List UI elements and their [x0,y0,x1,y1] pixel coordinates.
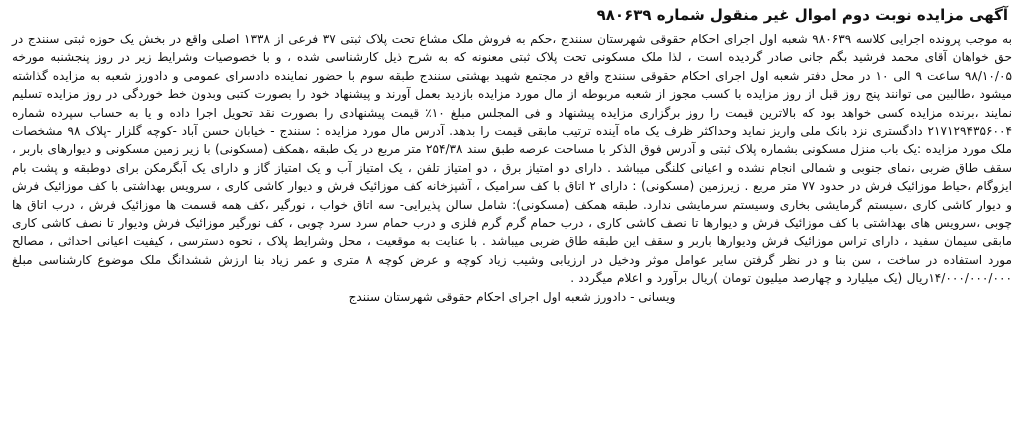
auction-notice [10,6,1014,306]
notice-signature: ویسانی - دادورز شعبه اول اجرای احکام حقوقی شهرستان سنندج [348,289,676,304]
notice-title: آگهی مزایده نوبت دوم اموال غیر منقول شماره ۹۸۰۶۳۹ [596,6,1008,24]
notice-body: به موجب پرونده اجرایی کلاسه ۹۸۰۶۳۹ شعبه اول اجرای احکام حقوقی شهرستان سنندج ،حکم به فروش ملک مشاع تحت پلاک ثبتی ۳۷ فرعی از ۱۳۳۸ اصلی واقع در بخش یک حوزه ثبتی سنندج در حق خواهان آقای محمد فرشید بگم جانی صادر گردیده است ، لذا ملک مسکونی تحت پلاک ثبتی معنونه که به شرح ذیل کارشناسی شده ، و با خصوصیات وشرایط زیر در روز پنجشنبه مورخه ۹۸/۱۰/۰۵ ساعت ۹ الی ۱۰ در محل دفتر شعبه اول اجرای احکام حقوقی سنندج واقع در مجتمع شهید بهشتی سنندج طبقه سوم با حضور نماینده دادسرای عمومی و دادورز شعبه به مزایده گذاشته میشود ،طالبین می توانند پنج روز قبل از روز مزایده با کسب مجوز از شعبه مربوطه از مال مورد مزایده بازدید بعمل آورند و پیشنهاد خود را بصورت کتبی وبدون خط خوردگی در روز مزایده تسلیم نمایند ،برنده مزایده کسی خواهد بود که بالاترین قیمت را روز برگزاری مزایده پیشنهاد و فی المجلس مبلغ ۱۰٪ قیمت پیشنهادی را بصورت نقد تحویل اجرا داده و یا به حساب سپرده شماره ۲۱۷۱۲۹۴۳۵۶۰۰۴ دادگستری نزد بانک ملی واریز نماید وحداکثر ظرف یک ماه آینده ترتیب مابقی قیمت را بدهد. آدرس مال مورد مزایده : سنندج - خیابان حسن آباد -کوچه گلزار -پلاک ۹۸ مشخصات ملک مورد مزایده :یک باب منزل مسکونی بشماره پلاک ثبتی و آدرس فوق الذکر با مساحت عرصه طبق سند ۲۵۴/۳۸ متر مربع در یک طبقه ،همکف (مسکونی) با زیر زمین مسکونی و دیوارهای باربر ، سقف طاق ضربی ،نمای جنوبی و شمالی انجام نشده و اعیانی کلنگی میباشد . دارای دو امتیاز برق ، دو امتیاز تلفن ، یک امتیاز آب و یک امتیاز گاز و دارای یک آبگرمکن برای دوطبقه و پشت بام ایزوگام ،حیاط موزائیک فرش در حدود ۷۷ متر مربع . زیرزمین (مسکونی) : دارای ۲ اتاق با کف سرامیک ، آشپزخانه کف موزائیک فرش و دیوار کاشی کاری ، سرویس بهداشتی با کف موزائیک فرش و دیوار کاشی کاری ،سیستم گرمایشی بخاری وسیستم سرمایشی ندارد. طبقه همکف (مسکونی): شامل سالن پذیرایی- سه اتاق خواب ، نورگیر ،کف همه قسمت ها موزائیک فرش ، درب اتاق ها چوبی ،سرویس های بهداشتی با کف موزائیک فرش و دیوارها تا نصف کاشی کاری ، درب حمام گرم گرم فلزی و درب حمام سرد سرد چوبی ، کف نورگیر موزائیک فرش ودیوار تا نصف کاشی کاری مابقی سیمان سفید ، دارای تراس موزائیک فرش ودیوارها باربر و سقف این طبقه طاق ضربی میباشد . با عنایت به موقعیت ، محل وشرایط پلاک ، نحوه دسترسی ، کیفیت اعیانی احداثی ، مصالح مورد استفاده در ساخت ، سن بنا و در نظر گرفتن سایر عوامل موثر ودخیل در ارزیابی وشیب زیاد کوچه و عرض کوچه ۸ متری و عمر زیاد بنا ارزش ششدانگ ملک موضوع کارشناسی مبلغ ۱۴/۰۰۰/۰۰۰/۰۰۰ریال (یک میلیارد و چهارصد میلیون تومان )ریال برآورد و اعلام میگردد . [12,32,1013,286]
